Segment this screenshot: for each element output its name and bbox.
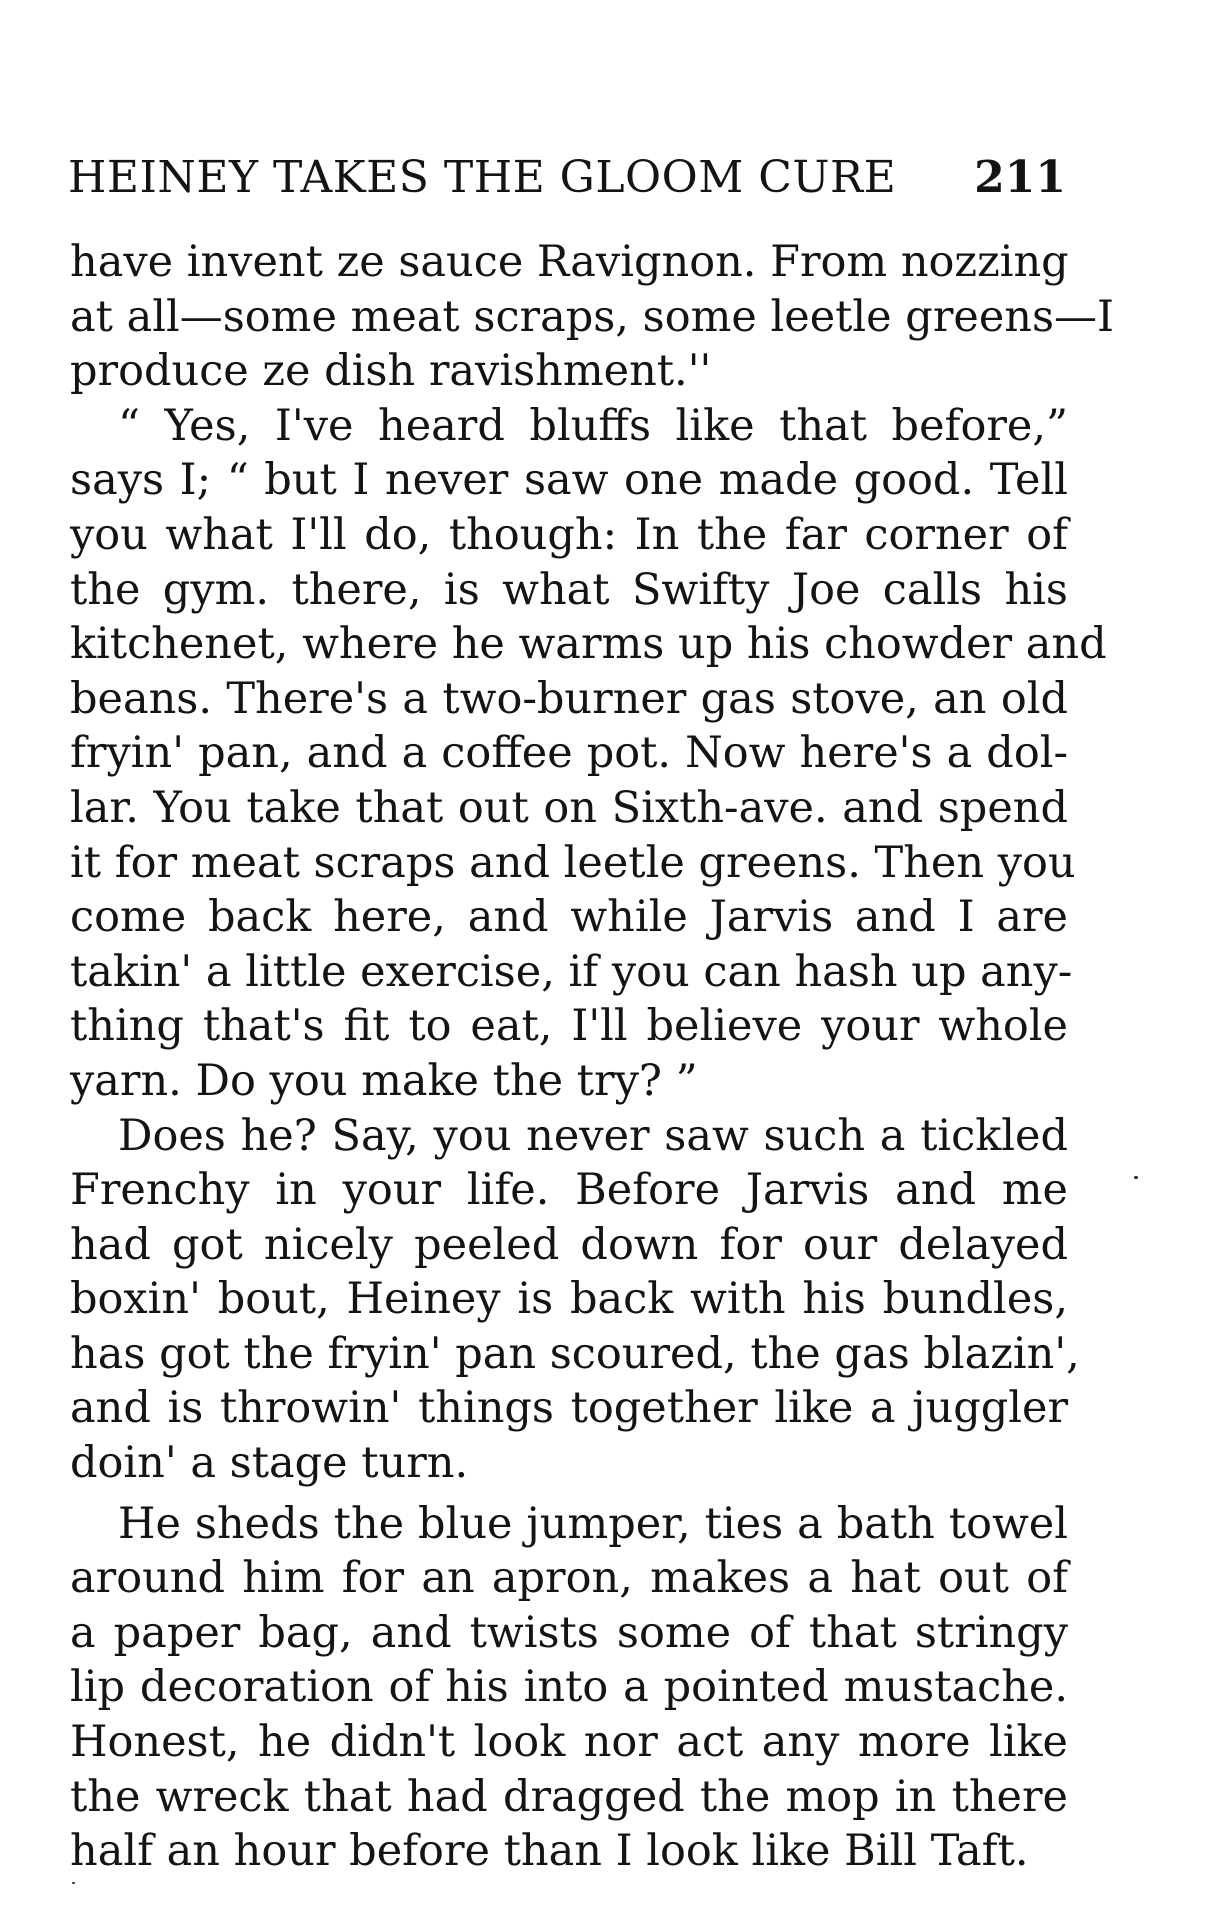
text-line: half an hour before than I look like Bill Taft. xyxy=(70,1826,1029,1877)
text-line: Honest, he didn't look nor act any more like xyxy=(70,1717,1068,1768)
text-line: Frenchy in your life. Before Jarvis and me xyxy=(70,1165,1068,1216)
body-text xyxy=(70,235,1115,1879)
chapter-title: HEINEY TAKES THE GLOOM CURE xyxy=(68,152,897,203)
text-line: come back here, and while Jarvis and I are xyxy=(70,892,1068,943)
text-line: doin' a stage turn. xyxy=(70,1438,469,1489)
text-line: a paper bag, and twists some of that stringy xyxy=(70,1607,1068,1658)
text-line: had got nicely peeled down for our delayed xyxy=(70,1219,1068,1270)
text-line: kitchenet, where he warms up his chowder and xyxy=(70,619,1107,670)
text-line: thing that's fit to eat, I'll believe your whole xyxy=(70,1001,1068,1052)
text-line: takin' a little exercise, if you can hash up any- xyxy=(70,946,1073,997)
text-line: beans. There's a two-burner gas stove, an old xyxy=(70,673,1068,724)
text-line: and is throwin' things together like a juggler xyxy=(70,1383,1068,1434)
text-line: yarn. Do you make the try? ” xyxy=(70,1055,698,1106)
text-line: boxin' bout, Heiney is back with his bundles, xyxy=(70,1274,1068,1325)
text-line: around him for an apron, makes a hat out of xyxy=(70,1553,1068,1604)
text-line: you what I'll do, though: In the far corner of xyxy=(70,509,1068,560)
text-line: at all—some meat scraps, some leetle greens—I xyxy=(70,291,1115,342)
text-line: lar. You take that out on Sixth-ave. and spend xyxy=(70,782,1068,833)
text-line: says I; “ but I never saw one made good. Tell xyxy=(70,455,1068,506)
page-number: 211 xyxy=(974,152,1066,203)
text-line: it for meat scraps and leetle greens. Then you xyxy=(70,837,1076,888)
text-line: has got the fryin' pan scoured, the gas blazin', xyxy=(70,1328,1080,1379)
print-speck xyxy=(1134,1176,1138,1179)
text-line: have invent ze sauce Ravignon. From nozzing xyxy=(70,237,1069,287)
print-speck xyxy=(72,1882,75,1884)
running-head xyxy=(68,148,1066,208)
text-line: “ Yes, I've heard bluffs like that before,” xyxy=(118,400,1068,451)
text-line: the wreck that had dragged the mop in there xyxy=(70,1771,1068,1822)
text-line: He sheds the blue jumper, ties a bath towel xyxy=(118,1498,1068,1549)
text-line: Does he? Say, you never saw such a tickled xyxy=(118,1110,1068,1161)
text-line: fryin' pan, and a coffee pot. Now here's a dol- xyxy=(70,728,1068,779)
text-line: lip decoration of his into a pointed mustache. xyxy=(70,1662,1068,1713)
text-line: the gym. there, is what Swifty Joe calls his xyxy=(70,564,1068,615)
text-line: produce ze dish ravishment.'' xyxy=(70,346,712,397)
